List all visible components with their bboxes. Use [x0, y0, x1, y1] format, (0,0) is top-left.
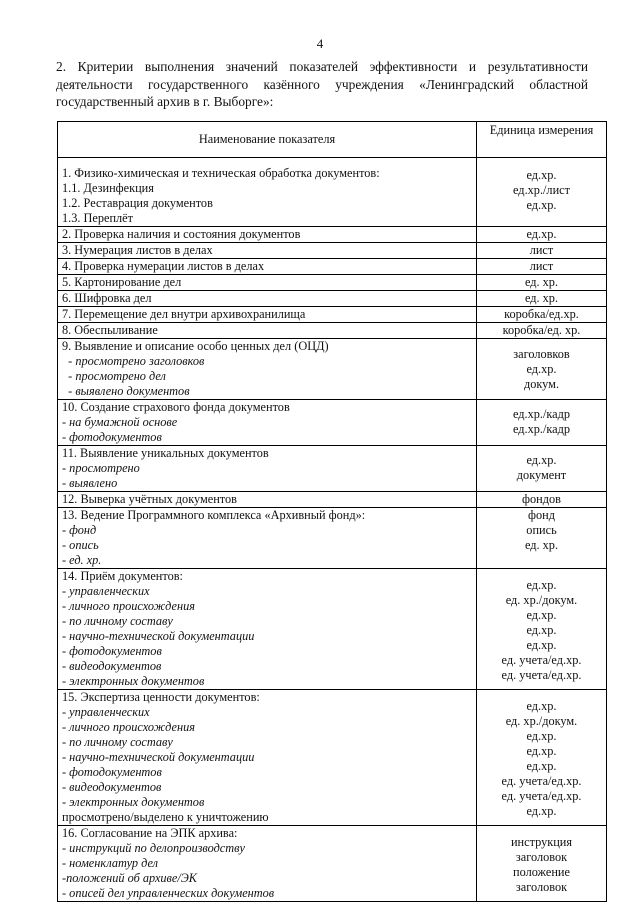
unit-line: ед.хр.: [526, 608, 557, 622]
unit-cell: [477, 569, 607, 690]
table-row: [58, 339, 607, 400]
unit-line: ед. хр./докум.: [505, 714, 578, 728]
indicator-name-cell: [58, 508, 477, 569]
indicator-line: 16. Согласование на ЭПК архива:: [62, 826, 238, 840]
section-heading: 2. Критерии выполнения значений показателей эффективности и результативности деятельности государственного казённого учреждения «Ленинградский областной государственный архив в г. Выборге»:: [56, 59, 588, 109]
unit-line: ед.хр.: [526, 804, 557, 818]
indicator-name-cell: [58, 492, 477, 508]
indicator-line: - видеодокументов: [62, 659, 162, 673]
indicator-line: - на бумажной основе: [62, 415, 178, 429]
table-row: [58, 826, 607, 902]
unit-line: ед.хр.: [526, 729, 557, 743]
indicator-name-cell: [58, 275, 477, 291]
unit-line: заголовок: [515, 850, 568, 864]
indicator-line: - управленческих: [62, 705, 150, 719]
unit-line: ед.хр.: [526, 198, 557, 212]
unit-line: ед. учета/ед.хр.: [501, 774, 582, 788]
indicator-line: - инструкций по делопроизводству: [62, 841, 245, 855]
table-row: [58, 508, 607, 569]
unit-line: ед. учета/ед.хр.: [501, 668, 582, 682]
table-row: [58, 158, 607, 227]
unit-line: ед. хр./докум.: [505, 593, 578, 607]
indicator-name-cell: [58, 446, 477, 492]
unit-line: ед.хр.: [526, 168, 557, 182]
unit-cell: [477, 259, 607, 275]
indicator-name-cell: [58, 690, 477, 826]
unit-line: ед.хр.: [526, 759, 557, 773]
unit-line: ед.хр./кадр: [512, 422, 571, 436]
indicator-line: - просмотрено дел: [62, 369, 166, 383]
unit-line: ед. хр.: [524, 538, 559, 552]
unit-cell: [477, 307, 607, 323]
unit-cell: [477, 323, 607, 339]
unit-line: фонд: [528, 508, 555, 522]
indicator-line: - просмотрено заголовков: [62, 354, 205, 368]
unit-cell: [477, 400, 607, 446]
indicator-line: 3. Нумерация листов в делах: [62, 243, 213, 257]
unit-line: документ: [516, 468, 567, 482]
table-row: [58, 307, 607, 323]
indicator-name-cell: [58, 339, 477, 400]
unit-line: ед.хр.: [526, 227, 557, 241]
indicator-line: 15. Экспертиза ценности документов:: [62, 690, 260, 704]
indicator-line: - фотодокументов: [62, 430, 162, 444]
indicator-line: - фотодокументов: [62, 644, 162, 658]
unit-line: ед.хр.: [526, 578, 557, 592]
indicator-line: 14. Приём документов:: [62, 569, 183, 583]
indicator-line: - управленческих: [62, 584, 150, 598]
indicator-line: - фонд: [62, 523, 97, 537]
indicator-line: 7. Перемещение дел внутри архивохранилища: [62, 307, 306, 321]
unit-line: лист: [529, 259, 554, 273]
unit-cell: [477, 243, 607, 259]
table-row: [58, 690, 607, 826]
table-row: [58, 243, 607, 259]
indicator-line: просмотрено/выделено к уничтожению: [62, 810, 269, 824]
indicator-name-cell: [58, 400, 477, 446]
indicator-name-cell: [58, 243, 477, 259]
unit-cell: [477, 826, 607, 902]
unit-line: ед.хр.: [526, 362, 557, 376]
unit-cell: [477, 227, 607, 243]
indicator-line: 5. Картонирование дел: [62, 275, 182, 289]
table-row: [58, 323, 607, 339]
header-indicator-name: Наименование показателя: [58, 122, 477, 158]
indicator-line: - личного происхождения: [62, 599, 195, 613]
indicator-line: - электронных документов: [62, 795, 205, 809]
indicator-line: - научно-технической документации: [62, 629, 255, 643]
unit-cell: [477, 446, 607, 492]
unit-line: ед. учета/ед.хр.: [501, 789, 582, 803]
unit-cell: [477, 291, 607, 307]
table-row: [58, 227, 607, 243]
unit-cell: [477, 339, 607, 400]
indicator-line: 1.3. Переплёт: [62, 211, 134, 225]
indicator-line: 1.2. Реставрация документов: [62, 196, 213, 210]
indicator-line: 9. Выявление и описание особо ценных дел (ОЦД): [62, 339, 329, 353]
indicator-line: - опись: [62, 538, 99, 552]
unit-line: заголовок: [515, 880, 568, 894]
table-header-row: [58, 122, 607, 158]
indicator-line: 8. Обеспыливание: [62, 323, 158, 337]
indicator-line: - ед. хр.: [62, 553, 102, 567]
unit-line: положение: [513, 865, 570, 879]
indicator-line: - личного происхождения: [62, 720, 195, 734]
unit-line: коробка/ед. хр.: [502, 323, 581, 337]
unit-line: ед.хр.: [526, 453, 557, 467]
unit-line: ед. хр.: [524, 275, 559, 289]
indicator-name-cell: [58, 158, 477, 227]
indicator-line: 1.1. Дезинфекция: [62, 181, 154, 195]
unit-line: ед. учета/ед.хр.: [501, 653, 582, 667]
indicator-line: 6. Шифровка дел: [62, 291, 152, 305]
indicator-line: - описей дел управленческих документов: [62, 886, 275, 900]
indicator-name-cell: [58, 291, 477, 307]
indicator-line: 11. Выявление уникальных документов: [62, 446, 269, 460]
unit-line: докум.: [523, 377, 560, 391]
unit-line: опись: [526, 523, 557, 537]
indicator-line: - просмотрено: [62, 461, 140, 475]
unit-line: инструкция: [510, 835, 573, 849]
indicator-name-cell: [58, 569, 477, 690]
indicator-line: - выявлено документов: [62, 384, 190, 398]
table-body: [58, 158, 607, 902]
indicator-line: - фотодокументов: [62, 765, 162, 779]
unit-line: ед.хр.: [526, 623, 557, 637]
unit-line: ед.хр.: [526, 744, 557, 758]
indicator-name-cell: [58, 826, 477, 902]
table-row: [58, 275, 607, 291]
table-row: [58, 259, 607, 275]
indicator-name-cell: [58, 259, 477, 275]
indicator-line: 4. Проверка нумерации листов в делах: [62, 259, 265, 273]
table-row: [58, 400, 607, 446]
table-row: [58, 569, 607, 690]
unit-cell: [477, 690, 607, 826]
criteria-table: [57, 121, 607, 902]
indicator-line: - видеодокументов: [62, 780, 162, 794]
unit-line: ед.хр./кадр: [512, 407, 571, 421]
table-row: [58, 492, 607, 508]
indicator-line: 13. Ведение Программного комплекса «Архивный фонд»:: [62, 508, 366, 522]
table-row: [58, 291, 607, 307]
unit-cell: [477, 158, 607, 227]
indicator-line: -положений об архиве/ЭК: [62, 871, 197, 885]
indicator-line: - выявлено: [62, 476, 118, 490]
header-unit: Единица измерения: [477, 122, 607, 158]
indicator-name-cell: [58, 307, 477, 323]
unit-line: ед.хр./лист: [513, 183, 570, 197]
unit-line: ед. хр.: [524, 291, 559, 305]
unit-cell: [477, 492, 607, 508]
indicator-line: 2. Проверка наличия и состояния документов: [62, 227, 301, 241]
indicator-line: 10. Создание страхового фонда документов: [62, 400, 290, 414]
unit-cell: [477, 275, 607, 291]
indicator-line: - по личному составу: [62, 735, 173, 749]
unit-line: ед.хр.: [526, 638, 557, 652]
indicator-line: 1. Физико-химическая и техническая обработка документов:: [62, 166, 380, 180]
indicator-name-cell: [58, 323, 477, 339]
unit-line: фондов: [522, 492, 561, 506]
table-row: [58, 446, 607, 492]
unit-line: ед.хр.: [526, 699, 557, 713]
indicator-line: - номенклатур дел: [62, 856, 158, 870]
indicator-line: 12. Выверка учётных документов: [62, 492, 237, 506]
unit-line: коробка/ед.хр.: [504, 307, 579, 321]
page-number: 4: [316, 36, 324, 51]
indicator-line: - электронных документов: [62, 674, 205, 688]
indicator-name-cell: [58, 227, 477, 243]
indicator-line: - по личному составу: [62, 614, 173, 628]
unit-line: лист: [529, 243, 554, 257]
indicator-line: - научно-технической документации: [62, 750, 255, 764]
unit-line: заголовков: [513, 347, 570, 361]
unit-cell: [477, 508, 607, 569]
